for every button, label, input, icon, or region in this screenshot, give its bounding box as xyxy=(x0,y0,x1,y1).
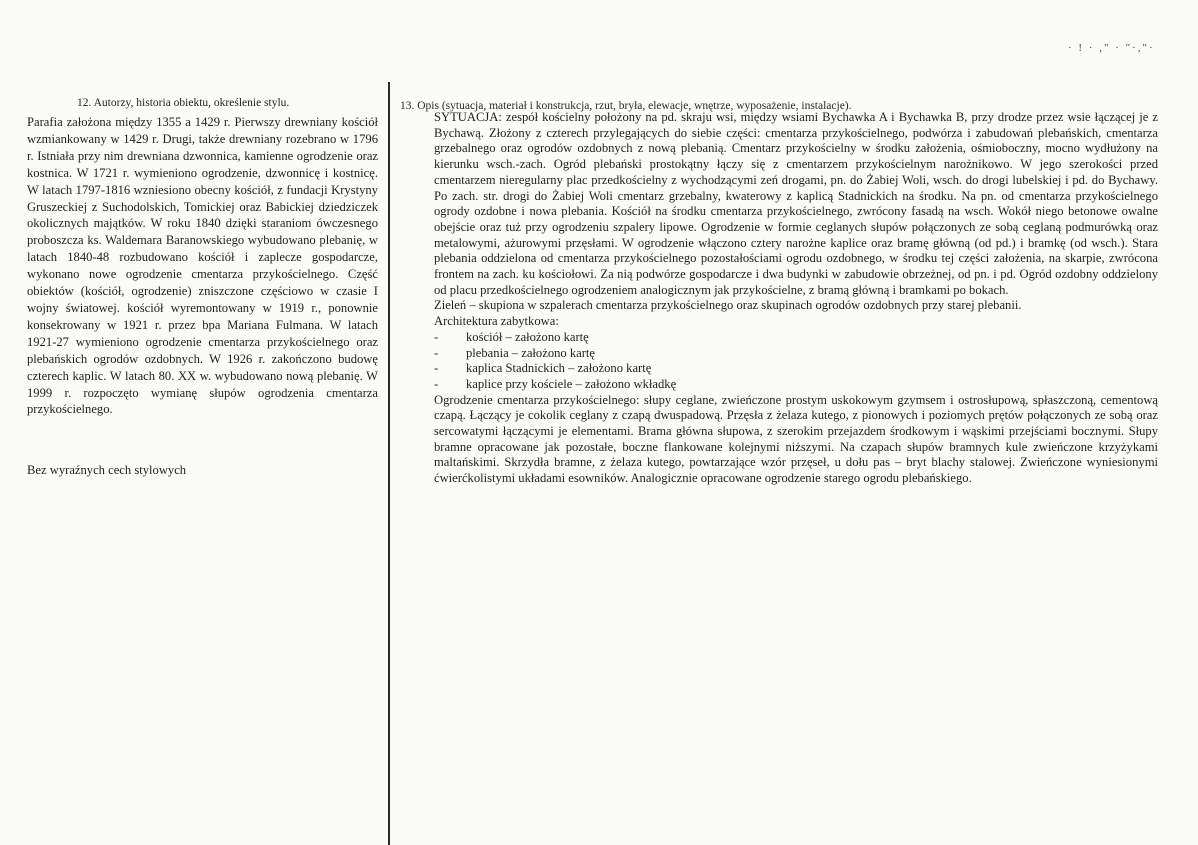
situation-paragraph: SYTUACJA: zespół kościelny położony na pd. skraju wsi, między wsiami Bychawka A i Bychawka B, przy drodze przez wsie łączącej je z Bychawą. Złożony z czterech przylegających do siebie części: cmentarza przykościelnego, podwórza i zabudowań plebańskich, cmentarza grzebalnego oraz ogrodów ozdobnych z nową plebanią. Cmentarz przykościelny w środku założenia, ośmioboczny, mocno wydłużony na kierunku wsch.-zach. Ogród plebański prostokątny łączy się z cmentarzem przykościelnym narożnikowo. W jego szerokości przed cmentarzem nieregularny plac przedkościelny z wychodzącymi zeń drogami, pn. do Żabiej Woli, wsch. do drogi lubelskiej i pd. do Bychawy. Po zach. str. drogi do Żabiej Woli cmentarz grzebalny, kwaterowy z kaplicą Stadnickich na środku. Na pn. od cmentarza przykościelnego ogrody ozdobne i nowa plebania. Kościół na środku cmentarza przykościelnego, zwrócony fasadą na wsch. Wokół niego betonowe owalne obejście oraz tuż przy ogrodzeniu szpalery lipowe. Ogrodzenie w formie ceglanych słupów połączonych ze sobą ceglaną podmurówką oraz metalowymi, ażurowymi przęsłami. W ogrodzenie włączono cztery narożne kaplice oraz bramę główną (od pd.) i bramkę (od wsch.). Stara plebania oddzielona od cmentarza przykościelnego pozostałościami ogrodu ozdobnego, w środku tej części założenia, na skarpie, zwrócona frontem na zach. ku kościołowi. Za nią podwórze gospodarcze i dwa budynki w zabudowie obrzeżnej, od pn. i pd. Ogród ozdobny oddzielony od placu przedkościelnego ogrodzeniem analogicznym jak przykościelne, z bramą główną i bramkami po bokach. xyxy=(434,110,1158,297)
architecture-list xyxy=(434,330,1158,393)
list-item: - plebania – założono kartę xyxy=(434,345,596,360)
scan-marks: · ! · ," · "·,"· xyxy=(1068,42,1155,54)
description-body xyxy=(434,110,1158,487)
style-note: Bez wyraźnych cech stylowych xyxy=(27,463,187,477)
list-item: - kaplica Stadnickich – założono kartę xyxy=(434,361,652,376)
history-text: Parafia założona między 1355 a 1429 r. Pierwszy drewniany kościół wzmiankowany w 1429 r. Drugi, także drewniany rozebrano w 1796 r. Istniała przy nim drewniana dzwonnica, kamienne ogrodzenie oraz kostnica. W 1721 r. wymieniono ogrodzenie, dzwonnicę i kostnicę. W latach 1797-1816 wzniesiono obecny kościół, z fundacji Krystyny Gruszeckiej z Suchodolskich, Tomickiej oraz Babickiej dziedziczek okolicznych majątków. W roku 1840 dzięki staraniom ówczesnego proboszcza ks. Waldemara Baranowskiego wybudowano plebanię, w latach 1840-48 rozbudowano kościół i zaplecze gospodarcze, wykonano nowe ogrodzenie cmentarza przykościelnego. Część obiektów (kościół, ogrodzenie) zniszczone częściowo w czasie I wojny światowej. kościół wyremontowany w 1919 r., ponownie konsekrowany w 1921 r. przez bpa Mariana Fulmana. W latach 1921-27 wymieniono ogrodzenie cmentarza przykościelnego oraz plebańskich ogrodów ozdobnych. W 1926 r. zakończono budowę czterech kaplic. W latach 80. XX w. wybudowano nową plebanię. W 1999 r. rozpoczęto wymianę słupów ogrodzenia cmentarza przykościelnego. xyxy=(27,115,378,417)
section-13 xyxy=(400,100,1160,486)
section-12 xyxy=(27,96,378,418)
architecture-heading: Architektura zabytkowa: xyxy=(434,314,559,329)
list-item: - kościół – założono kartę xyxy=(434,329,589,344)
greenery-paragraph: Zieleń – skupiona w szpalerach cmentarza przykościelnego oraz skupinach ogrodów ozdobnych przy starej plebanii. xyxy=(434,298,1022,313)
column-divider xyxy=(388,82,390,845)
section-12-heading: 12. Autorzy, historia obiektu, określenie stylu. xyxy=(77,97,290,109)
section-13-heading: 13. Opis (sytuacja, materiał i konstrukcja, rzut, bryła, elewacje, wnętrze, wyposażenie, instalacje). xyxy=(400,100,852,112)
list-item: - kaplice przy kościele – założono wkładkę xyxy=(434,376,677,391)
fence-paragraph: Ogrodzenie cmentarza przykościelnego: słupy ceglane, zwieńczone prostym uskokowym gzymsem i ostrosłupową, spłaszczoną, cementową czapą. Łączący je cokolik ceglany z czapą dwuspadową. Przęsła z żelaza kutego, z pionowych i poziomych prętów połączonych ze sobą oraz sercowatymi łączącymi je elementami. Brama główna słupowa, z szerokim przejazdem środkowym i wąskimi przejściami bocznymi. Słupy bramne opracowane jak pozostałe, boczne flankowane kolejnymi niższymi. Na czapach słupów bramnych kule zwieńczone krzyżykami maltańskimi. Skrzydła bramne, z żelaza kutego, powtarzające wzór przęseł, u dołu pas – bryt blachy stalowej. Zwieńczone wyniesionymi ćwierćkolistymi układami esowników. Analogicznie opracowane ogrodzenie starego ogrodu plebańskiego. xyxy=(434,392,1158,486)
